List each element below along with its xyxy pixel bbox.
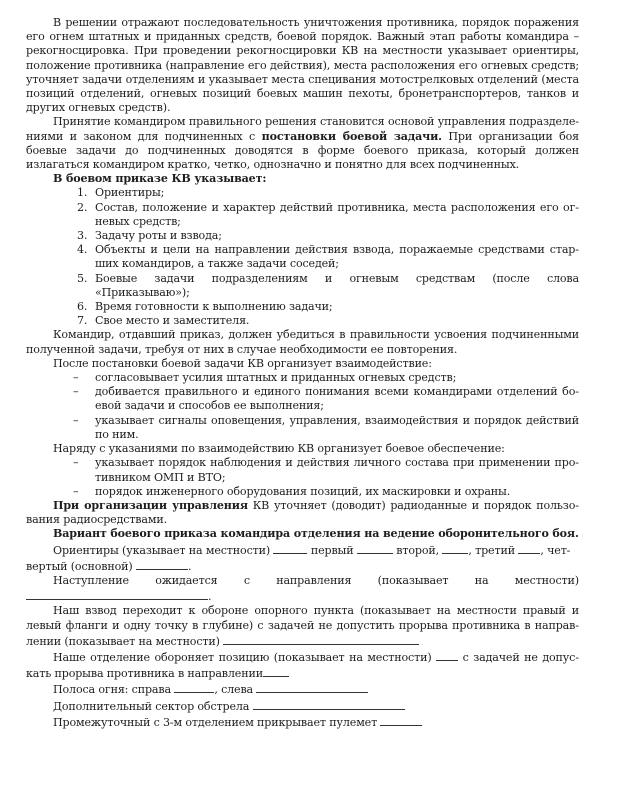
form-attack-line <box>26 574 579 588</box>
dash-marker: – <box>73 413 79 427</box>
text: Промежуточный с 3-м отделением прикрывает пулемет <box>53 715 378 729</box>
list-number: 1. <box>77 186 88 200</box>
text: Наступление <box>53 573 129 587</box>
list-item <box>26 272 579 300</box>
dash-marker: – <box>73 484 79 498</box>
list-item <box>26 314 579 328</box>
text: с <box>243 573 250 587</box>
variant-heading <box>26 527 579 541</box>
emphasis-combat-task: постановки боевой задачи. <box>261 129 442 143</box>
paragraph-decision: В решении отражают последовательность уничтожения противника, порядок поражения его огнем штатных и приданных средств, боевой порядок. Важный этап работы командира – рекогносцировка. При проведении рекогносцировки КВ на местности указывает ориентиры, положение противника (направление его действия), места расположения его огневых средств; уточняет задачи отделениям и указывает места специвания мотострелковых отделений (места позиций отделений, огневых позиций боевых машин пехоты, бронетранспортеров, танков и других огневых средств). <box>26 16 579 115</box>
list-text: Ориентиры; <box>95 186 165 200</box>
text: , слева <box>214 683 254 697</box>
text: первый <box>310 543 354 557</box>
list-number: 7. <box>77 314 88 328</box>
text: Дополнительный сектор обстрела <box>53 699 250 713</box>
list-item <box>26 456 579 484</box>
list-text: указывает порядок наблюдения и действия личного состава при применении противником ОМП и ВТО; <box>95 456 579 484</box>
text: Наше отделение обороняет позицию (показывает на местности) <box>53 650 432 664</box>
text: (показывает <box>377 573 449 587</box>
text: Полоса огня: справа <box>53 683 171 697</box>
blank-platoon-direction[interactable] <box>223 633 419 645</box>
blank-third[interactable] <box>442 542 468 554</box>
interaction-list <box>26 371 579 442</box>
dash-marker: – <box>73 456 79 470</box>
paragraph-interaction: После постановки боевой задачи КВ организует взаимодействие: <box>53 356 432 370</box>
text: второй, <box>396 543 439 557</box>
text: ожидается <box>155 573 218 587</box>
form-attack-blank <box>26 588 579 604</box>
text: на <box>474 573 489 587</box>
paragraph-confirm: Командир, отдавший приказ, должен убедиться в правильности усвоения подчиненными полученной задачи, требуя от них в случае необходимости ее повторения. <box>26 328 579 356</box>
list-number: 4. <box>77 243 88 257</box>
blank-right[interactable] <box>174 681 214 693</box>
emphasis-management: При организации управления <box>53 498 248 512</box>
text: . <box>187 559 192 573</box>
dash-marker: – <box>73 371 79 385</box>
list-number: 6. <box>77 300 88 314</box>
list-text: согласовывает усилия штатных и приданных огневых средств; <box>95 371 457 385</box>
blank-first[interactable] <box>273 542 307 554</box>
dash-marker: – <box>73 385 79 399</box>
list-item <box>26 201 579 229</box>
list-text: порядок инженерного оборудования позиций, их маскировки и охраны. <box>95 484 511 498</box>
order-heading <box>26 172 579 186</box>
list-item <box>26 229 579 243</box>
form-intermediate <box>26 714 579 730</box>
variant-heading-text: Вариант боевого приказа командира отделения на ведение оборонительного боя. <box>53 527 579 541</box>
text: При организации боя боевые задачи до подчиненных доводятся в форме боевого приказа, который должен излагаться командиром кратко, четко, однозначно и понятно для всех подчиненных. <box>26 129 579 172</box>
list-text: Состав, положение и характер действий противника, места расположения его огневых средств; <box>95 200 579 228</box>
list-item <box>26 371 579 385</box>
list-text: Время готовности к выполнению задачи; <box>95 300 333 314</box>
text: направления <box>276 573 352 587</box>
support-list <box>26 456 579 499</box>
form-squad-position <box>26 649 579 681</box>
form-extra-sector <box>26 698 579 714</box>
form-fire-lane <box>26 681 579 697</box>
paragraph-support: Наряду с указаниями по взаимодействию КВ организует боевое обеспечение: <box>53 442 505 456</box>
list-text: указывает сигналы оповещения, управления, взаимодействия и порядок действий по ним. <box>95 413 579 441</box>
text: вертый (основной) <box>26 559 133 573</box>
text: , чет- <box>540 543 571 557</box>
blank-main[interactable] <box>136 558 188 570</box>
form-platoon-defense <box>26 604 579 649</box>
blank-fourth[interactable] <box>518 542 540 554</box>
order-heading-text: В боевом приказе КВ указывает: <box>53 172 267 186</box>
text: Принятие командиром правильного решения становится основой управления подразделениями и законом для подчиненных с <box>26 115 579 143</box>
list-item <box>26 414 579 442</box>
text: . <box>208 590 212 604</box>
blank-extra-sector[interactable] <box>253 698 405 710</box>
text: Наш взвод переходит к обороне опорного пункта (показывает на местности правый и левый фланги и одну точку в глубине) с задачей не допустить прорыва противника в направлении (показывает на местности) <box>26 604 579 648</box>
list-text: Свое место и заместителя. <box>95 314 250 328</box>
text: с задачей не допускать прорыва противника в направлении <box>26 650 579 681</box>
blank-direction[interactable] <box>26 588 208 600</box>
text: местности) <box>514 573 579 587</box>
list-text: Задачу роты и взвода; <box>95 229 222 243</box>
list-text: Боевые задачи подразделениям и огневым средствам (после слова «Приказываю»); <box>95 271 579 299</box>
list-item <box>26 485 579 499</box>
text: , третий <box>468 543 515 557</box>
blank-left[interactable] <box>256 681 368 693</box>
form-landmarks <box>26 542 579 574</box>
list-number: 3. <box>77 229 88 243</box>
blank-squad-direction[interactable] <box>263 665 289 677</box>
order-list <box>26 186 579 328</box>
text: КВ уточняет (доводит) радиоданные и порядок пользования радиосредствами. <box>26 498 579 527</box>
list-number: 2. <box>77 200 88 214</box>
text: Ориентиры (указывает на местности) <box>53 543 271 557</box>
list-text: Объекты и цели на направлении действия взвода, поражаемые средствами старших командиров, а также задачи соседей; <box>95 243 579 271</box>
list-text: добивается правильного и единого понимания всеми командирами отделений боевой задачи и способов ее выполнения; <box>95 385 579 413</box>
list-item <box>26 385 579 413</box>
list-item <box>26 300 579 314</box>
blank-machine-gun[interactable] <box>380 714 422 726</box>
list-item <box>26 243 579 271</box>
list-item <box>26 186 579 200</box>
blank-position[interactable] <box>436 649 458 661</box>
paragraph-management <box>26 499 579 527</box>
blank-second[interactable] <box>357 542 393 554</box>
list-number: 5. <box>77 271 88 285</box>
paragraph-decision-making <box>26 115 579 172</box>
